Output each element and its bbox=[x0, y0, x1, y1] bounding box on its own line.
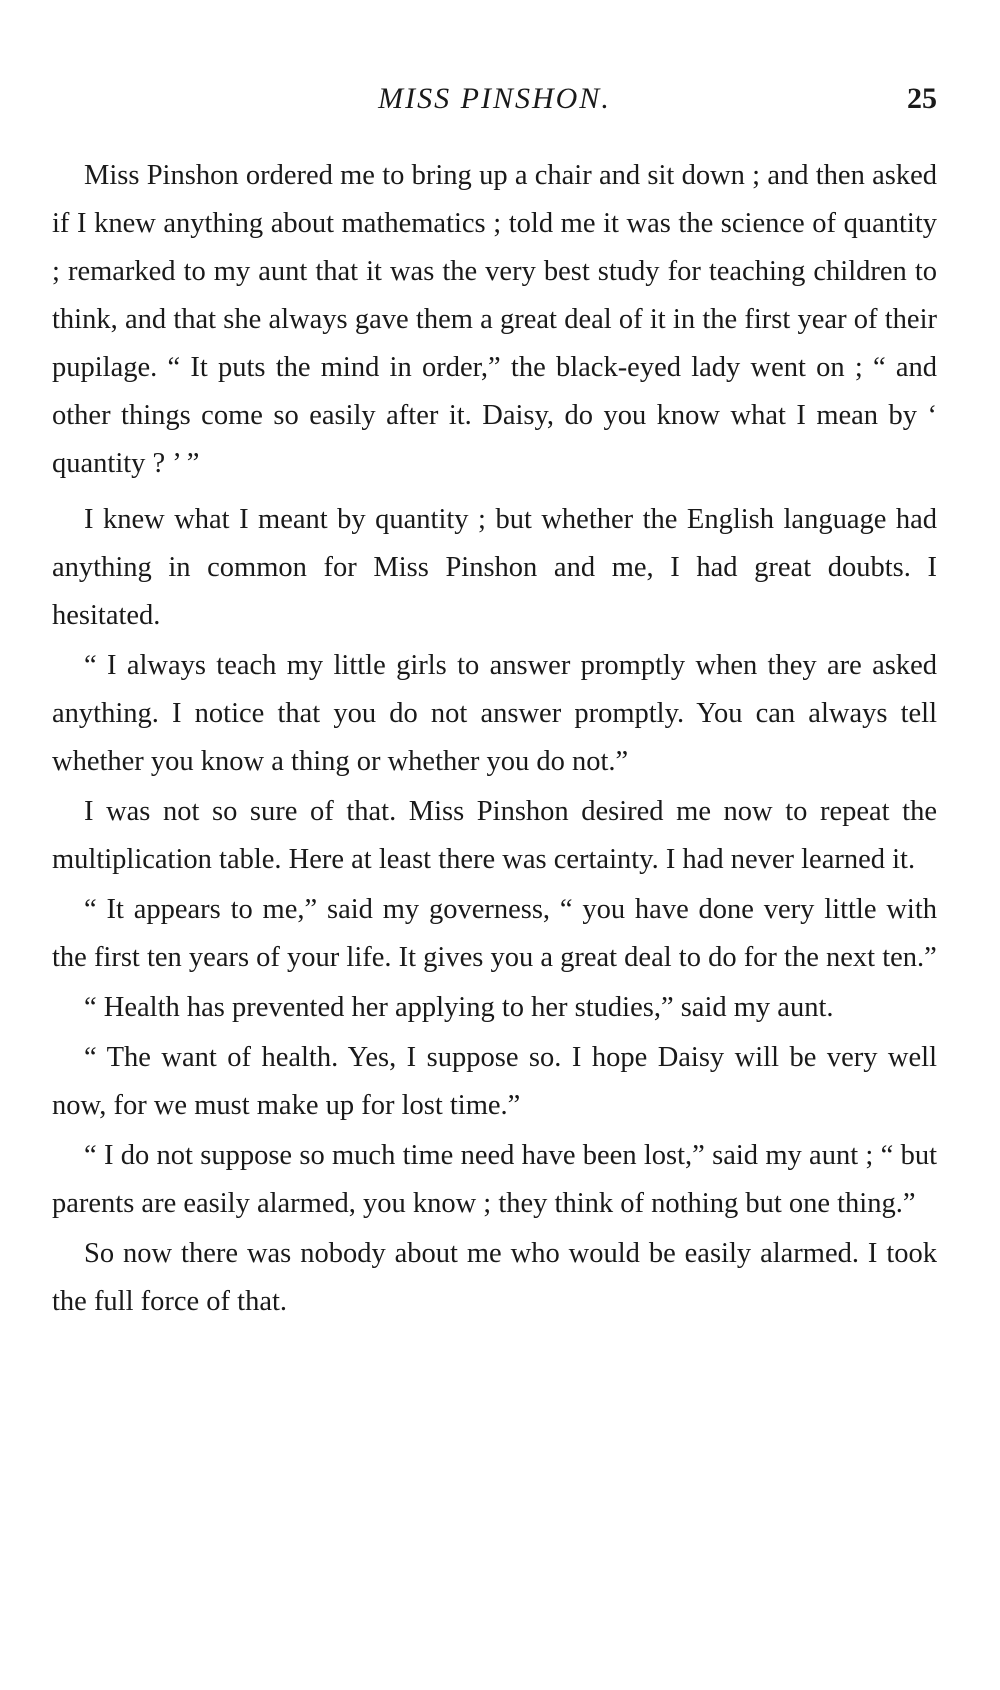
paragraph: “ Health has prevented her applying to her studies,” said my aunt. bbox=[84, 992, 834, 1023]
paragraph: I knew what I meant by quantity ; but whether the English language had anything in common for Miss Pinshon and me, I had great doubts. I hesitated. bbox=[52, 504, 937, 631]
paragraph: Miss Pinshon ordered me to bring up a chair and sit down ; and then asked if I knew anything about mathematics ; told me it was the science of quantity ; remarked to my aunt that it was the very best study for teaching children to think, and that she always gave them a great deal of it in the first year of their pupilage. “ It puts the mind in order,” the black-eyed lady went on ; “ and other things come so easily after it. Daisy, do you know what I mean by ‘ quantity ? ’ ” bbox=[52, 160, 937, 479]
paragraph: “ I always teach my little girls to answer promptly when they are asked anything. I notice that you do not answer promptly. You can always tell whether you know a thing or whether you do not.” bbox=[52, 650, 937, 777]
running-title: MISS PINSHON. bbox=[378, 82, 611, 115]
paragraph: “ It appears to me,” said my governess, “ you have done very little with the first ten years of your life. It gives you a great deal to do for the next ten.” bbox=[52, 894, 937, 973]
paragraph: So now there was nobody about me who would be easily alarmed. I took the full force of that. bbox=[52, 1238, 937, 1317]
paragraph: “ The want of health. Yes, I suppose so. I hope Daisy will be very well now, for we must make up for lost time.” bbox=[52, 1042, 937, 1121]
paragraph: I was not so sure of that. Miss Pinshon desired me now to repeat the multiplication table. Here at least there was certainty. I had never learned it. bbox=[52, 796, 937, 875]
paragraph: “ I do not suppose so much time need have been lost,” said my aunt ; “ but parents are easily alarmed, you know ; they think of nothing but one thing.” bbox=[52, 1140, 937, 1219]
page-header bbox=[52, 82, 937, 152]
book-page bbox=[52, 0, 937, 1328]
page-body bbox=[52, 152, 937, 1326]
page-number: 25 bbox=[907, 82, 937, 115]
